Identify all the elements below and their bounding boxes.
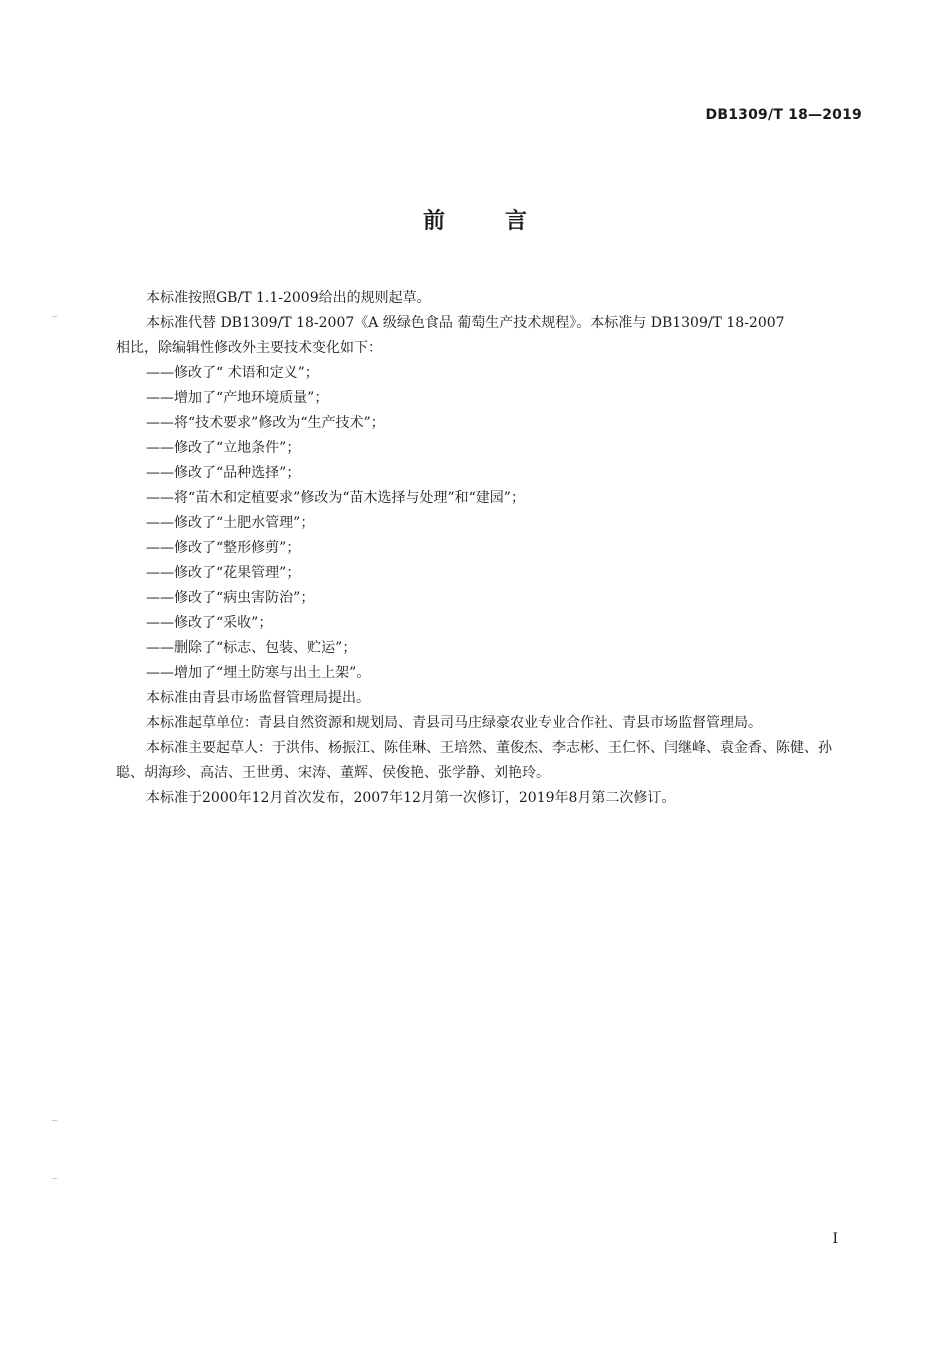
scan-mark (52, 1120, 57, 1121)
change-item: ——删除了“标志、包装、贮运”； (146, 640, 357, 656)
document-code: DB1309/T 18—2019 (705, 107, 862, 123)
paragraph-drafters: 本标准主要起草人：于洪伟、杨振江、陈佳琳、王培然、董俊杰、李志彬、王仁怀、闫继峰、袁金香、陈健、孙聪、胡海珍、高洁、王世勇、宋涛、董辉、侯俊艳、张学静、刘艳玲。 (116, 740, 832, 781)
change-item: ——增加了“埋土防寒与出土上架”。 (146, 665, 371, 681)
paragraph-proposer: 本标准由青县市场监督管理局提出。 (146, 690, 370, 706)
change-item: ——修改了“整形修剪”； (146, 540, 301, 556)
foreword-body (116, 286, 858, 811)
page-title: 前言 (422, 209, 587, 234)
change-item: ——将“苗木和定植要求”修改为“苗木选择与处理”和“建园”； (146, 490, 525, 506)
change-item: ——修改了“病虫害防治”； (146, 590, 315, 606)
paragraph-replacement-line1: 本标准代替 DB1309/T 18-2007《A 级绿色食品 葡萄生产技术规程》。本标准与 DB1309/T 18-2007 (146, 315, 785, 331)
change-item: ——修改了“立地条件”； (146, 440, 301, 456)
scan-mark (52, 1178, 57, 1179)
paragraph-history: 本标准于2000年12月首次发布，2007年12月第一次修订，2019年8月第二次修订。 (146, 790, 676, 806)
paragraph-drafting-units: 本标准起草单位：青县自然资源和规划局、青县司马庄绿豪农业专业合作社、青县市场监督管理局。 (146, 715, 762, 731)
paragraph-drafting-rules: 本标准按照GB/T 1.1-2009给出的规则起草。 (146, 290, 431, 306)
change-item: ——增加了“产地环境质量”； (146, 390, 329, 406)
page-number: I (832, 1231, 838, 1247)
paragraph-replacement-line2: 相比，除编辑性修改外主要技术变化如下： (116, 340, 382, 356)
change-item: ——修改了“品种选择”； (146, 465, 301, 481)
scan-mark (52, 316, 57, 317)
change-item: ——修改了“土肥水管理”； (146, 515, 315, 531)
change-item: ——修改了“采收”； (146, 615, 273, 631)
change-item: ——修改了“花果管理”； (146, 565, 301, 581)
change-list (116, 361, 858, 686)
change-item: ——修改了“ 术语和定义”； (146, 365, 319, 381)
change-item: ——将“技术要求”修改为“生产技术”； (146, 415, 385, 431)
